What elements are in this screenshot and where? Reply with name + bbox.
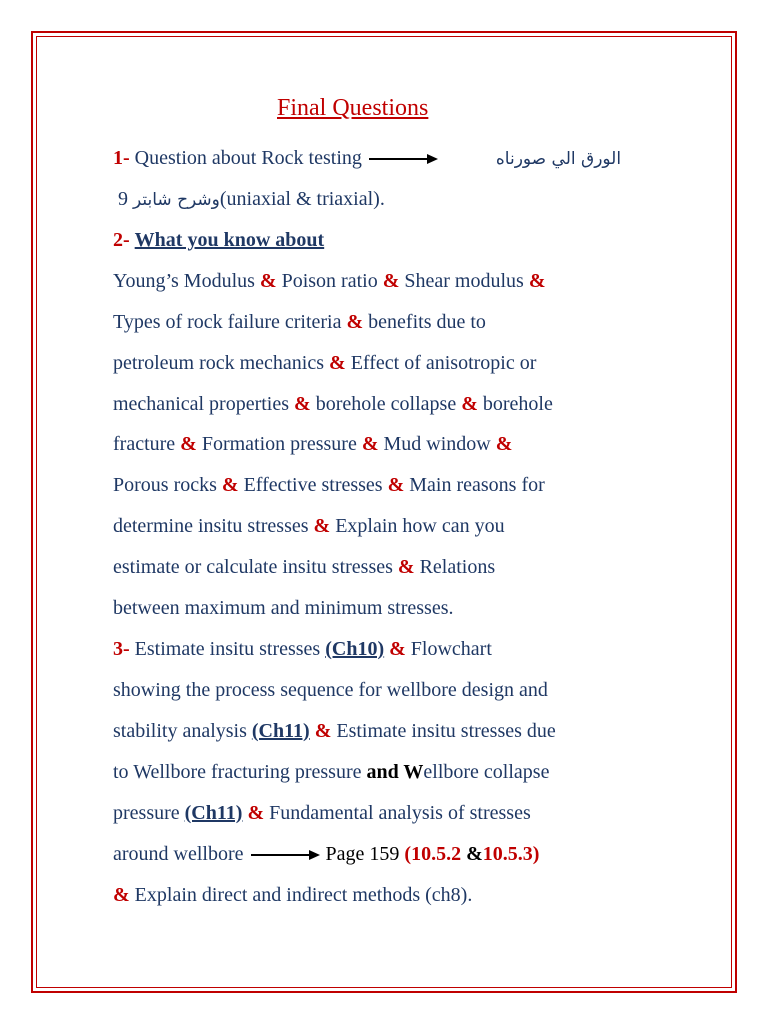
q3-line5 [113, 801, 531, 825]
ampersand: & [389, 638, 406, 660]
q1-line2 [118, 187, 385, 212]
section-ref: (10.5.2 [404, 843, 467, 865]
q3-text: Fundamental analysis of stresses [264, 802, 531, 824]
chapter-ref: (Ch10) [325, 638, 385, 660]
q3-line4 [113, 760, 549, 784]
q3-text: pressure [113, 802, 185, 824]
q2-line1 [113, 269, 545, 293]
ampersand: & [221, 474, 239, 496]
q2-text: borehole collapse [310, 393, 462, 415]
q2-text: borehole [477, 393, 553, 415]
chapter-ref: (Ch11) [184, 802, 243, 824]
ampersand: & [528, 270, 546, 292]
ampersand: & [397, 556, 415, 578]
ampersand: & [180, 433, 197, 455]
q2-text: Explain how can you [330, 515, 505, 537]
q1-text: Question about Rock testing [134, 147, 362, 169]
ampersand: & [113, 884, 130, 906]
q1-chapter-number: 9 [118, 188, 128, 210]
section-ref: 10.5.3) [482, 843, 540, 865]
q2-text: petroleum rock mechanics [113, 352, 330, 374]
q2-text: between maximum and minimum stresses. [113, 597, 454, 619]
q2-text: Effective stresses [238, 474, 388, 496]
q3-text: around wellbore [113, 843, 249, 865]
q2-text: Young’s Modulus [113, 270, 260, 292]
q2-heading-line [113, 228, 324, 252]
ampersand: & [466, 843, 483, 865]
ampersand: & [346, 311, 364, 333]
chapter-ref: (Ch11) [251, 720, 310, 742]
q2-text: Porous rocks [113, 474, 222, 496]
q2-text: Shear modulus [399, 270, 529, 292]
q2-number: 2- [113, 229, 130, 251]
right-arrow-icon [367, 153, 439, 165]
page-ref: Page 159 [320, 843, 405, 865]
q3-text: to Wellbore fracturing pressure [113, 761, 367, 783]
q3-line6 [113, 842, 539, 866]
q2-text: estimate or calculate insitu stresses [113, 556, 398, 578]
q2-line4 [113, 392, 553, 416]
q3-bold-and: and W [366, 761, 424, 783]
q2-line6 [113, 473, 545, 497]
q2-text: Formation pressure [196, 433, 362, 455]
q1-number: 1- [113, 147, 130, 169]
ampersand: & [382, 270, 400, 292]
q2-text: Types of rock failure criteria [113, 311, 347, 333]
q2-line5 [113, 432, 512, 456]
ampersand: & [329, 352, 346, 374]
q3-text: Estimate insitu stresses [129, 638, 326, 660]
q2-text: Poison ratio [276, 270, 383, 292]
q2-text: Effect of anisotropic or [345, 352, 537, 374]
q3-text: showing the process sequence for wellbore design and [113, 679, 548, 701]
q3-text: ellbore collapse [423, 761, 550, 783]
q3-text: Explain direct and indirect methods (ch8). [129, 884, 473, 906]
q3-line1 [113, 637, 492, 661]
ampersand: & [294, 393, 311, 415]
q2-heading: What you know about [134, 229, 325, 251]
q2-line8 [113, 555, 495, 579]
q3-line7 [113, 883, 472, 907]
q3-line2 [113, 678, 548, 702]
ampersand: & [387, 474, 405, 496]
q3-text: Estimate insitu stresses due [331, 720, 556, 742]
q1-arabic-chapter: وشرح شابتر [133, 190, 220, 210]
ampersand: & [461, 393, 478, 415]
q3-text: stability analysis [113, 720, 252, 742]
q3-number: 3- [113, 638, 130, 660]
q1-arabic: الورق الي صورناه [495, 149, 622, 169]
ampersand: & [361, 433, 379, 455]
right-arrow-icon [249, 849, 321, 861]
q2-line3 [113, 351, 536, 375]
ampersand: & [259, 270, 277, 292]
q2-text: mechanical properties [113, 393, 295, 415]
page-title: Final Questions [277, 95, 429, 121]
q2-text: fracture [113, 433, 181, 455]
q1-test-types: (uniaxial & triaxial). [219, 188, 385, 210]
q2-line9 [113, 596, 454, 620]
q2-text: determine insitu stresses [113, 515, 314, 537]
q2-line7 [113, 514, 505, 538]
q2-text: benefits due to [363, 311, 486, 333]
ampersand: & [247, 802, 265, 824]
q3-line3 [113, 719, 556, 743]
q1-line1 [113, 146, 621, 171]
ampersand: & [313, 515, 331, 537]
ampersand: & [314, 720, 332, 742]
q2-text: Main reasons for [404, 474, 545, 496]
ampersand: & [495, 433, 513, 455]
q2-text: Mud window [378, 433, 496, 455]
q2-text: Relations [414, 556, 496, 578]
q3-text: Flowchart [405, 638, 492, 660]
q2-line2 [113, 310, 486, 334]
